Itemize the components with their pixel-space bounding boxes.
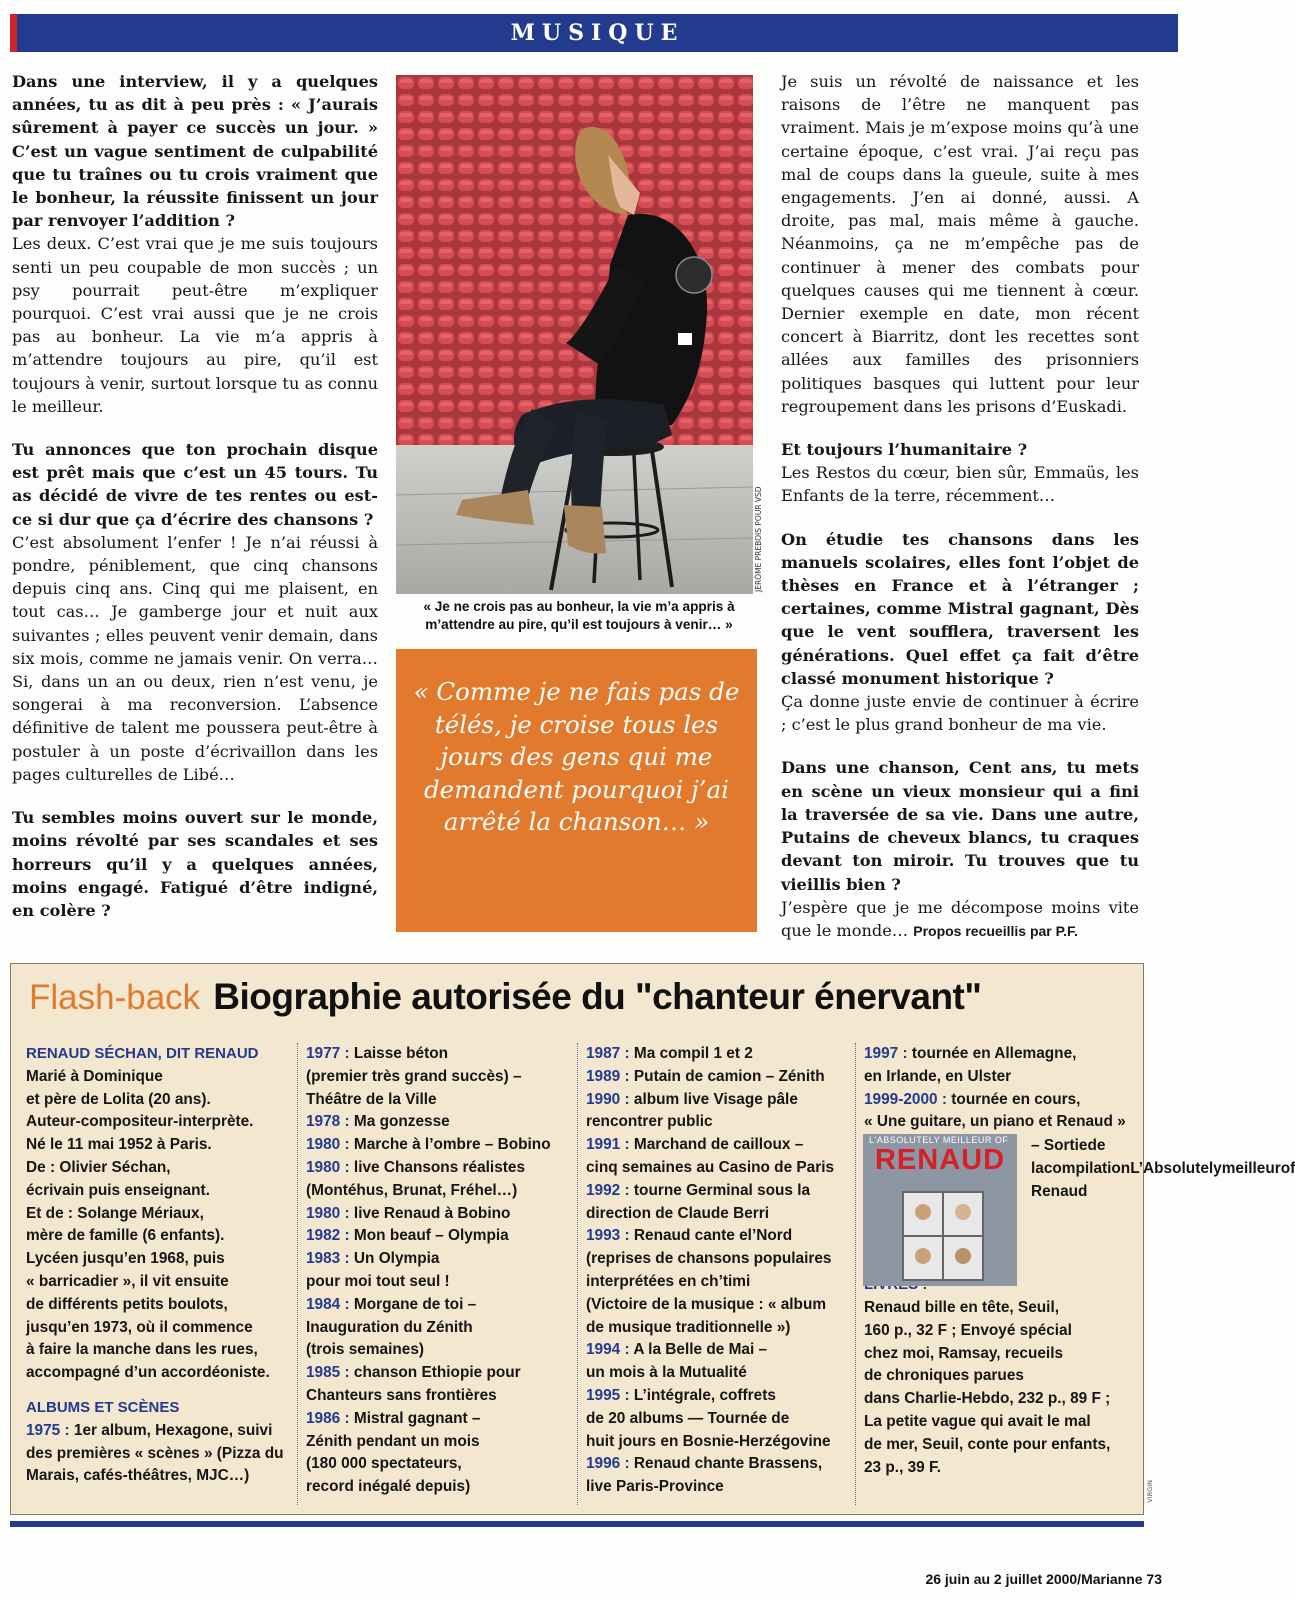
- flashback-line: 1991 : Marchand de cailloux –: [586, 1136, 804, 1154]
- flashback-line: « Une guitare, un piano et Renaud »: [864, 1113, 1126, 1131]
- flashback-title: Biographie autorisée du "chanteur énervant": [213, 976, 982, 1017]
- interview-question: Tu sembles moins ouvert sur le monde, moins révolté par ses scandales et ses horreurs qu’il y a quelques années, moins engagé. Fatigué d’être indigné, en colère ?: [12, 808, 378, 920]
- flashback-line: accompagné d’un accordéoniste.: [26, 1364, 270, 1382]
- flashback-line: un mois à la Mutualité: [586, 1364, 747, 1382]
- photo-credit: JÉRÔME PREBOIS POUR VSD: [754, 486, 763, 592]
- flashback-line: of Renaud: [1031, 1160, 1295, 1200]
- flashback-line: 1999-2000 : tournée en cours,: [864, 1090, 1081, 1108]
- photo-illustration: [396, 75, 753, 594]
- flashback-line: Zénith pendant un mois: [306, 1432, 480, 1450]
- answer-text: J’espère que je me décompose moins vite que le monde…: [781, 897, 1139, 940]
- renaud-photo: [396, 75, 753, 594]
- section-band: [10, 14, 1178, 52]
- flashback-line: Théâtre de la Ville: [306, 1090, 437, 1108]
- flashback-line: cinq semaines au Casino de Paris: [586, 1158, 835, 1176]
- interview-answer: Les deux. C’est vrai que je me suis toujours senti un peu coupable de mon succès ; un psy pourrait peut-être m’expliquer pourquoi. C’est vrai aussi que je ne crois pas au bonheur. La vie m’a appris à m’attendre toujours au pire, qu’il est toujours à venir, surtout lorsque tu as connu le meilleur.: [12, 234, 378, 416]
- section-title: MUSIQUE: [510, 20, 685, 46]
- flashback-line: 1986 : Mistral gagnant –: [306, 1409, 481, 1427]
- bio-lines: [26, 1066, 291, 1385]
- interview-question: Dans une interview, il y a quelques années, tu as dit à peu près : « J’aurais sûrement à payer ce succès un jour. » C’est un vague sentiment de culpabilité que tu traînes ou tu crois vraiment que le bonheur, la réussite finissent un jour par renvoyer l’addition ?: [12, 72, 378, 231]
- bio-column: [26, 1043, 291, 1488]
- flashback-line: Marié à Dominique: [26, 1067, 163, 1085]
- flashback-line: 1994 : A la Belle de Mai –: [586, 1341, 768, 1359]
- flashback-line: La petite vague qui avait le mal: [864, 1412, 1091, 1430]
- flashback-line: Chanteurs sans frontières: [306, 1386, 497, 1404]
- flashback-line: direction de Claude Berri: [586, 1204, 770, 1222]
- flashback-line: 1992 : tourne Germinal sous la: [586, 1181, 811, 1199]
- flashback-line: de différents petits boulots,: [26, 1295, 228, 1313]
- interview-question: Tu annonces que ton prochain disque est prêt mais que c’est un 45 tours. Tu as décidé de vivre de tes rentes ou est-ce si dur que ça d’écrire des chansons ?: [12, 440, 378, 529]
- flashback-line: pour moi tout seul !: [306, 1272, 450, 1290]
- flashback-line: rencontrer public: [586, 1113, 713, 1131]
- books-lines: [864, 1297, 1134, 1479]
- flashback-line: 160 p., 32 F ; Envoyé spécial: [864, 1321, 1072, 1339]
- flashback-line: compilation: [1043, 1160, 1131, 1177]
- flashback-line: (180 000 spectateurs,: [306, 1455, 462, 1473]
- flashback-line: 1980 : live Renaud à Bobino: [306, 1204, 511, 1222]
- interview-answer: [781, 896, 1139, 943]
- flashback-line: De : Olivier Séchan,: [26, 1158, 171, 1176]
- interview-question: Et toujours l’humanitaire ?: [781, 440, 1028, 460]
- flashback-line: live Paris-Province: [586, 1478, 724, 1496]
- flashback-line: chez moi, Ramsay, recueils: [864, 1344, 1064, 1362]
- flashback-line: interprétées en ch’timi: [586, 1272, 751, 1290]
- timeline-column-1: [306, 1043, 576, 1499]
- flashback-line: jusqu’en 1973, où il commence: [26, 1318, 253, 1336]
- flashback-line: écrivain puis enseignant.: [26, 1181, 210, 1199]
- flashback-line: Et de : Solange Mériaux,: [26, 1204, 204, 1222]
- timeline-lines: [586, 1043, 856, 1499]
- column-divider: [577, 1043, 578, 1505]
- flashback-line: (Victoire de la musique : « album: [586, 1295, 827, 1313]
- album-description: [1031, 1134, 1295, 1203]
- flashback-line: de la: [1031, 1137, 1106, 1177]
- flashback-line: (trois semaines): [306, 1341, 425, 1359]
- flashback-line: Lycéen jusqu’en 1968, puis: [26, 1250, 225, 1268]
- interview-column-left: [12, 70, 378, 922]
- interview-answer: C’est absolument l’enfer ! Je n’ai réussi à pondre, péniblement, que cinq chansons depuis cinq ans. Cinq qui me plaisent, en tout cas… Je gamberge jour et nuit aux suivantes ; elles peuvent venir demain, dans six mois, comme ne jamais venir. On verra… Si, dans un an ou deux, rien n’est venu, je songerai à ma reconversion. L’absence définitive de talent me poussera peut-être à postuler à un poste d’écrivaillon dans les pages culturelles de Libé…: [12, 532, 378, 784]
- section-header: [0, 0, 1185, 60]
- pull-quote-box: [396, 649, 757, 932]
- flashback-line: 1980 : live Chansons réalistes: [306, 1158, 526, 1176]
- photo-caption: « Je ne crois pas au bonheur, la vie m’a appris à m’attendre au pire, qu’il est toujours à venir… »: [423, 599, 735, 632]
- pull-quote-text: « Comme je ne fais pas de télés, je croise tous les jours des gens qui me demandent pourquoi j’ai arrêté la chanson… »: [413, 677, 740, 837]
- flashback-line: record inégalé depuis): [306, 1478, 471, 1496]
- flashback-line: meilleur: [1221, 1160, 1281, 1177]
- album-cover: [863, 1134, 1017, 1286]
- interview-answer: Je suis un révolté de naissance et les raisons de l’être ne manquent pas vraiment. Mais je m’expose moins qu’à une certaine époque, c’est vrai. J’ai reçu pas mal de coups dans la gueule, suite à mes engagements. J’en ai donné, aussi. A droite, pas mal, mais même à gauche. Néanmoins, ça ne m’empêche pas de continuer à mener des combats pour quelques causes qui me tiennent à cœur. Dernier exemple en date, mon récent concert à Biarritz, dont les recettes sont allées aux familles des prisonniers politiques basques qui luttent pour leur regroupement dans les prisons d’Euskadi.: [781, 72, 1139, 416]
- flashback-line: Marais, cafés-théâtres, MJC…): [26, 1467, 250, 1485]
- flashback-line: (premier très grand succès) –: [306, 1067, 522, 1085]
- interview-answer: Ça donne juste envie de continuer à écrire ; c’est le plus grand bonheur de ma vie.: [781, 692, 1139, 735]
- page-footer: 26 juin au 2 juillet 2000/Marianne 73: [925, 1571, 1162, 1587]
- flashback-line: 1982 : Mon beauf – Olympia: [306, 1227, 509, 1245]
- album-window-illustration: [863, 1134, 1017, 1286]
- flashback-line: 1989 : Putain de camion – Zénith: [586, 1067, 825, 1085]
- flashback-line: 23 p., 39 F.: [864, 1458, 941, 1476]
- flashback-line: 1990 : album live Visage pâle: [586, 1090, 798, 1108]
- flashback-line: 1983 : Un Olympia: [306, 1250, 440, 1268]
- flashback-line: de chroniques parues: [864, 1367, 1024, 1385]
- flashback-line: (reprises de chansons populaires: [586, 1250, 832, 1268]
- flashback-line: (Montéhus, Brunat, Fréhel…): [306, 1181, 518, 1199]
- flashback-line: 1977 : Laisse béton: [306, 1045, 448, 1062]
- flashback-line: 1984 : Morgane de toi –: [306, 1295, 477, 1313]
- flashback-line: en Irlande, en Ulster: [864, 1067, 1012, 1085]
- timeline-column-2: [586, 1043, 856, 1499]
- flashback-line: de musique traditionnelle »): [586, 1318, 791, 1336]
- albums-heading: ALBUMS ET SCÈNES: [26, 1398, 180, 1416]
- flashback-line: mère de famille (6 enfants).: [26, 1227, 225, 1245]
- flashback-line: Renaud bille en tête, Seuil,: [864, 1298, 1059, 1316]
- interview-question: On étudie tes chansons dans les manuels scolaires, elles font l’objet de thèses en France et à l’étranger ; certaines, comme Mistral gagnant, Dès que le vent soufflera, traversent les générations. Quel effet ça fait d’être classé monument historique ?: [781, 529, 1139, 688]
- flashback-line: Inauguration du Zénith: [306, 1318, 473, 1336]
- flashback-line: « barricadier », il vit ensuite: [26, 1272, 229, 1290]
- signature: Propos recueillis par P.F.: [913, 922, 1078, 939]
- albums-lines: [26, 1420, 291, 1488]
- flashback-line: 1980 : Marche à l’ombre – Bobino: [306, 1136, 551, 1154]
- album-side-lines: [1031, 1134, 1295, 1203]
- image-credit: VIRGIN: [1146, 1480, 1154, 1503]
- flashback-line: des premières « scènes » (Pizza du: [26, 1444, 284, 1462]
- flashback-line: de mer, Seuil, conte pour enfants,: [864, 1435, 1111, 1453]
- flashback-line: 1995 : L’intégrale, coffrets: [586, 1386, 776, 1404]
- flashback-line: huit jours en Bosnie-Herzégovine: [586, 1432, 831, 1450]
- flashback-line: Né le 11 mai 1952 à Paris.: [26, 1136, 212, 1154]
- flashback-line: – Sortie: [1031, 1137, 1088, 1154]
- flashback-line: L’Absolutely: [1130, 1160, 1222, 1177]
- flashback-line: de 20 albums — Tournée de: [586, 1409, 790, 1427]
- timeline-lines: [306, 1043, 576, 1499]
- flashback-line: 1978 : Ma gonzesse: [306, 1113, 450, 1131]
- flashback-line: 1997 : tournée en Allemagne,: [864, 1045, 1077, 1062]
- interview-question: Dans une chanson, Cent ans, tu mets en scène un vieux monsieur qui a fini la traversée de sa vie. Dans une autre, Putains de cheveux blancs, tu craques devant ton miroir. Tu trouves que tu vieillis bien ?: [781, 758, 1139, 894]
- flashback-line: dans Charlie-Hebdo, 232 p., 89 F ;: [864, 1390, 1111, 1408]
- flashback-line: et père de Lolita (20 ans).: [26, 1090, 211, 1108]
- interview-column-right: [781, 70, 1139, 943]
- flashback-kicker: Flash-back: [29, 978, 201, 1017]
- album-cover-subtitle: L'ABSOLUTELY MEILLEUR OF: [869, 1135, 1009, 1145]
- flashback-line: Auteur-compositeur-interprète.: [26, 1113, 254, 1131]
- timeline-lines: [864, 1043, 1134, 1134]
- column-divider: [297, 1043, 298, 1505]
- flashback-line: à faire la manche dans les rues,: [26, 1341, 258, 1359]
- album-cover-title: RENAUD: [874, 1144, 1006, 1176]
- flashback-heading: [29, 976, 981, 1018]
- flashback-line: 1975 : 1er album, Hexagone, suivi: [26, 1421, 273, 1439]
- bio-heading: RENAUD SÉCHAN, DIT RENAUD: [26, 1045, 259, 1062]
- flashback-line: 1987 : Ma compil 1 et 2: [586, 1045, 753, 1062]
- flashback-line: 1985 : chanson Ethiopie pour: [306, 1364, 521, 1382]
- box-bottom-rule: [10, 1521, 1144, 1527]
- flashback-line: 1996 : Renaud chante Brassens,: [586, 1455, 823, 1473]
- flashback-line: 1993 : Renaud cante el’Nord: [586, 1227, 793, 1245]
- interview-answer: Les Restos du cœur, bien sûr, Emmaüs, les Enfants de la terre, récemment…: [781, 463, 1139, 506]
